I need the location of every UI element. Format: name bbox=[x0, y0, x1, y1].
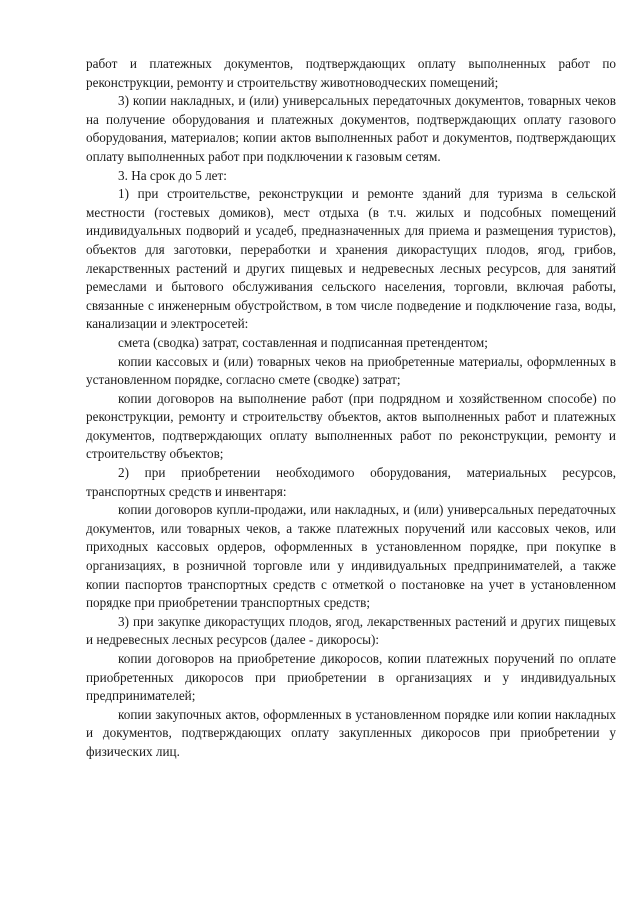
paragraph-item-2-equipment: 2) при приобретении необходимого оборудования, материальных ресурсов, транспортных средств и инвентаря: bbox=[86, 465, 616, 499]
paragraph-procurement-acts: копии закупочных актов, оформленных в установленном порядке или копии накладных и документов, подтверждающих оплату закупленных дикоросов при приобретении у физических лиц. bbox=[86, 706, 616, 759]
paragraph-continuation: работ и платежных документов, подтверждающих оплату выполненных работ по реконструкции, ремонту и строительству животноводческих помещений; bbox=[86, 56, 616, 90]
paragraph-item-1-construction: 1) при строительстве, реконструкции и ремонте зданий для туризма в сельской местности (гостевых домиков), мест отдыха (в т.ч. жилых и подсобных помещений индивидуальных подворий и усадеб, предназначенных для приема и размещения туристов), объектов для заготовки, переработки и хранения дикорастущих плодов, ягод, грибов, лекарственных растений и других пищевых и недревесных лесных ресурсов, для занятий ремеслами и бытового обслуживания сельского населения, торговли, включая работы, связанные с инженерным обустройством, в том числе подведение и подключение газа, воды, канализации и электросетей: bbox=[86, 186, 616, 332]
paragraph-receipts: копии кассовых и (или) товарных чеков на приобретенные материалы, оформленных в установленном порядке, согласно смете (сводке) затрат; bbox=[86, 353, 616, 388]
paragraph-item-3-wild-plants: 3) при закупке дикорастущих плодов, ягод, лекарственных растений и других пищевых и недревесных лесных ресурсов (далее - дикоросы): bbox=[86, 613, 616, 648]
paragraph-section-3-heading: 3. На срок до 5 лет: bbox=[118, 167, 227, 183]
paragraph-cost-estimate: смета (сводка) затрат, составленная и подписанная претендентом; bbox=[118, 334, 488, 350]
document-page bbox=[86, 55, 616, 762]
paragraph-work-contracts: копии договоров на выполнение работ (при подрядном и хозяйственном способе) по реконструкции, ремонту и строительству объектов, актов выполненных работ и платежных документов, подтверждающих оплату выполненных работ по реконструкции, ремонту и строительству объектов; bbox=[86, 390, 616, 462]
paragraph-wild-plant-contracts: копии договоров на приобретение дикоросов, копии платежных поручений по оплате приобретенных дикоросов при приобретении в организациях и у индивидуальных предпринимателей; bbox=[86, 651, 616, 704]
paragraph-item-3-invoices: 3) копии накладных, и (или) универсальных передаточных документов, товарных чеков на получение оборудования и платежных документов, подтверждающих оплату газового оборудования, материалов; копии актов выполненных работ и документов, подтверждающих оплату выполненных работ при подключении к газовым сетям. bbox=[86, 93, 616, 164]
paragraph-purchase-contracts: копии договоров купли-продажи, или накладных, и (или) универсальных передаточных документов, или товарных чеков, а также платежных поручений или кассовых чеков, или приходных кассовых ордеров, оформленных в установленном порядке, при покупке в организациях, в розничной торговле или у индивидуальных предпринимателей, а также копии паспортов транспортных средств с отметкой о постановке на учет в установленном порядке при приобретении транспортных средств; bbox=[86, 502, 616, 611]
